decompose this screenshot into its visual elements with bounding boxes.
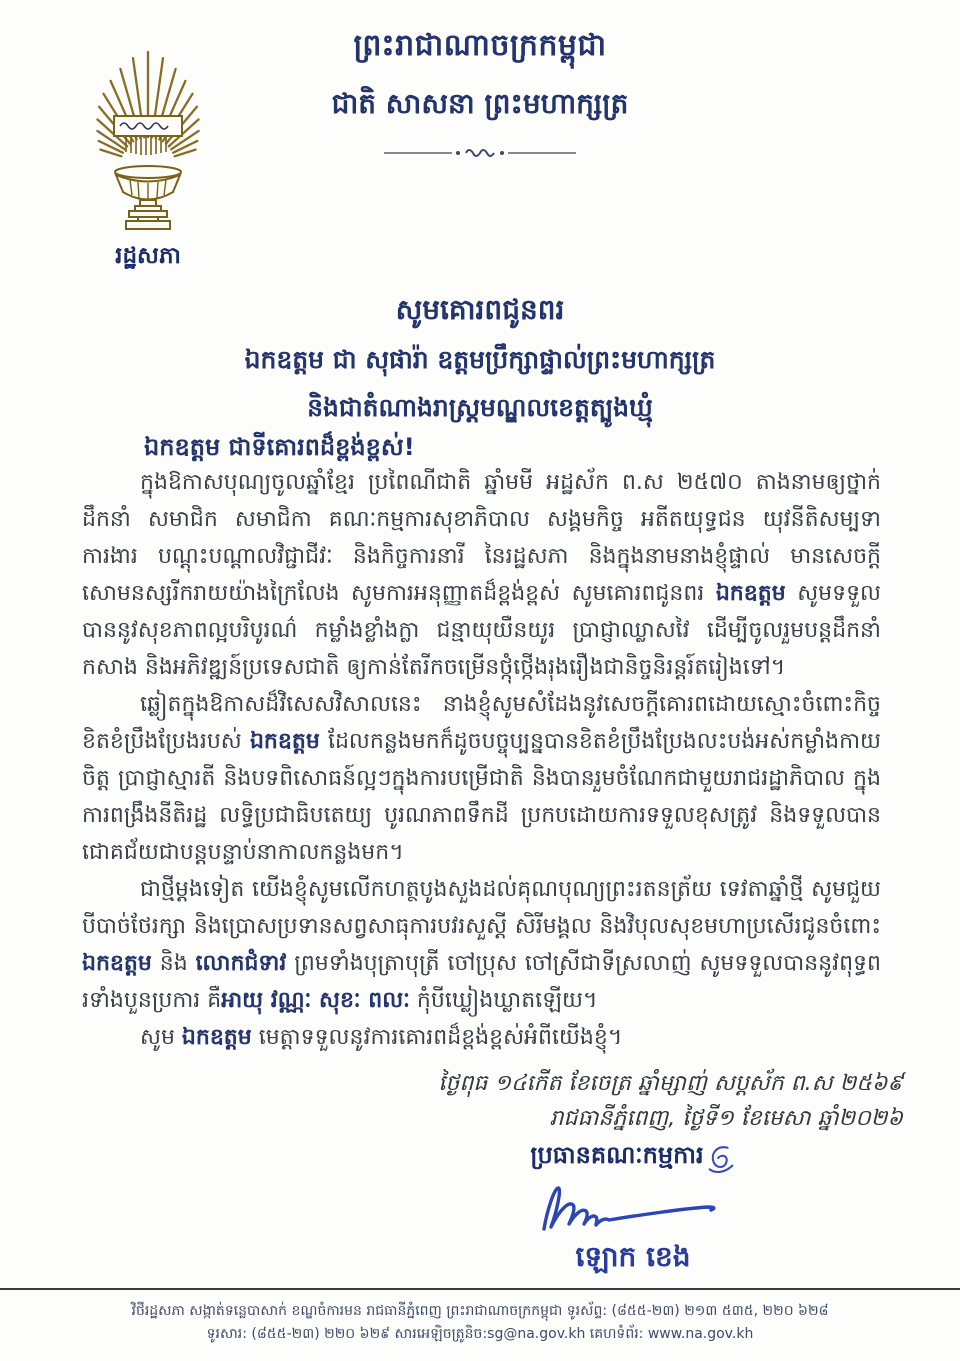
letterhead [0,26,960,161]
national-motto: ជាតិ សាសនា ព្រះមហាក្សត្រ [331,87,629,120]
recipient-line-2: និងជាតំណាងរាស្រ្តមណ្ឌលខេត្តត្បូងឃ្មុំ [307,393,653,422]
letter-body [82,464,903,1280]
handwritten-number-mark-icon [706,1143,736,1175]
lunar-date-line: ថ្ងៃពុធ ១៤កើត ខែចេត្រ ឆ្នាំម្សាញ់ សប្តស័ក ព.ស ២៥៦៩ [438,1071,903,1096]
kingdom-title: ព្រះរាជាណាចក្រកម្ពុជា [353,28,607,63]
letter-title-block [0,292,960,429]
footer-address-line: វិថីរដ្ឋសភា សង្កាត់ទន្លេបាសាក់ ខណ្ឌចំការមន រាជធានីភ្នំពេញ ព្រះរាជាណាចក្រកម្ពុជា ទូរស័ព្ទ: (៨៥៥-២៣) ២១៣ ៥៣៥, ២២០ ៦២៨ [131,1303,829,1319]
greeting-title: សូមគោរពជូនពរ [395,293,565,326]
date-block [82,1066,903,1136]
salutation: ឯកឧត្តម ជាទីគោរពដ៏ខ្ពង់ខ្ពស់! [144,433,415,461]
footer-contact-line: ទូរសារ: (៨៥៥-២៣) ២២០ ៦២៩ សារអេឡិចត្រូនិច:sg@na.gov.kh គេហទំព័រ: www.na.gov.kh [206,1326,754,1342]
emblem-label: រដ្ឋសភា [115,243,181,269]
recipient-line-1: ឯកឧត្តម ជា សុផារ៉ា ឧត្តមប្រឹក្សាផ្ទាល់ព្រះមហាក្សត្រ [244,345,716,374]
paragraph-2: ឆ្លៀតក្នុងឱកាសដ៏វិសេសវិសាលនេះ នាងខ្ញុំសូមសំដែងនូវសេចក្តីគោរពដោយស្មោះចំពោះកិច្ចខិតខំប្រឹងប្រែងរបស់ ឯកឧត្តម ដែលកន្លងមកក៏ដូចបច្ចុប្បន្នបានខិតខំប្រឹងប្រែងលះបង់អស់កម្លាំងកាយចិត្ត ប្រាជ្ញាស្មារតី និងបទពិសោធន៍ល្អៗក្នុងការបម្រើជាតិ និងបានរួមចំណែកជាមួយរាជរដ្ឋាភិបាល ក្នុងការពង្រឹងនីតិរដ្ឋ លទ្ធិប្រជាធិបតេយ្យ បូរណភាពទឹកដី ប្រកបដោយការទទួលខុសត្រូវ និងទទួលបានជោគជ័យជាបន្តបន្ទាប់នាកាលកន្លងមក។ [82,692,881,865]
footer [0,1288,960,1346]
signer-name: ឡោក ខេង [575,1240,691,1273]
signer-title: ប្រធានគណៈកម្មការ [530,1141,704,1169]
paragraph-3: ជាថ្មីម្តងទៀត យើងខ្ញុំសូមលើកហត្ថបូងសួងដល់គុណបុណ្យព្រះរតនត្រ័យ ទេវតាឆ្នាំថ្មី សូមជួយបីបាច់ថែរក្សា និងប្រោសប្រទានសព្វសាធុការបវរសួស្តី សិរីមង្គល និងវិបុលសុខមហាប្រសើរជូនចំពោះ ឯកឧត្តម និង លោកជំទាវ ព្រមទាំងបុត្រាបុត្រី ចៅប្រុស ចៅស្រីជាទីស្រលាញ់ សូមទទួលបាននូវពុទ្ធពរទាំងបួនប្រការ គឺអាយុ វណ្ណៈ សុខៈ ពលៈ កុំបីឃ្លៀងឃ្លាតឡើយ។ [82,877,881,1013]
gregorian-date-line: រាជធានីភ្នំពេញ, ថ្ងៃទី១ ខែមេសា ឆ្នាំ២០២៦ [549,1106,903,1131]
signature-block [463,1140,803,1280]
signature-icon [528,1177,738,1239]
paragraph-1: ក្នុងឱកាសបុណ្យចូលឆ្នាំខ្មែរ ប្រពៃណីជាតិ ឆ្នាំមមី អដ្ឋស័ក ព.ស ២៥៧០ តាងនាមឲ្យថ្នាក់ដឹកនាំ សមាជិក សមាជិកា គណៈកម្មការសុខាភិបាល សង្គមកិច្ច អតីតយុទ្ធជន យុវនីតិសម្បទា ការងារ បណ្តុះបណ្តាលវិជ្ជាជីវៈ និងកិច្ចការនារី នៃរដ្ឋសភា និងក្នុងនាមនាងខ្ញុំផ្ទាល់ មានសេចក្តីសោមនស្សរីករាយយ៉ាងក្រៃលែង សូមការអនុញ្ញាតដ៏ខ្ពង់ខ្ពស់ សូមគោរពជូនពរ ឯកឧត្តម សូមទទួលបាននូវសុខភាពល្អបរិបូរណ៌ កម្លាំងខ្លាំងក្លា ជន្មាយុយឺនយូរ ប្រាជ្ញាឈ្លាសវៃ ដើម្បីចូលរួមបន្តដឹកនាំកសាង និងអភិវឌ្ឍន៍ប្រទេសជាតិ ឲ្យកាន់តែរីកចម្រើនថ្កុំថ្កើងរុងរឿងជានិច្ចនិរន្តរ៍តរៀងទៅ។ [82,470,881,680]
closing-line: សូម ឯកឧត្តម មេត្តាទទួលនូវការគោរពដ៏ខ្ពង់ខ្ពស់អំពីយើងខ្ញុំ។ [140,1025,623,1050]
ornamental-divider-icon [380,145,580,161]
